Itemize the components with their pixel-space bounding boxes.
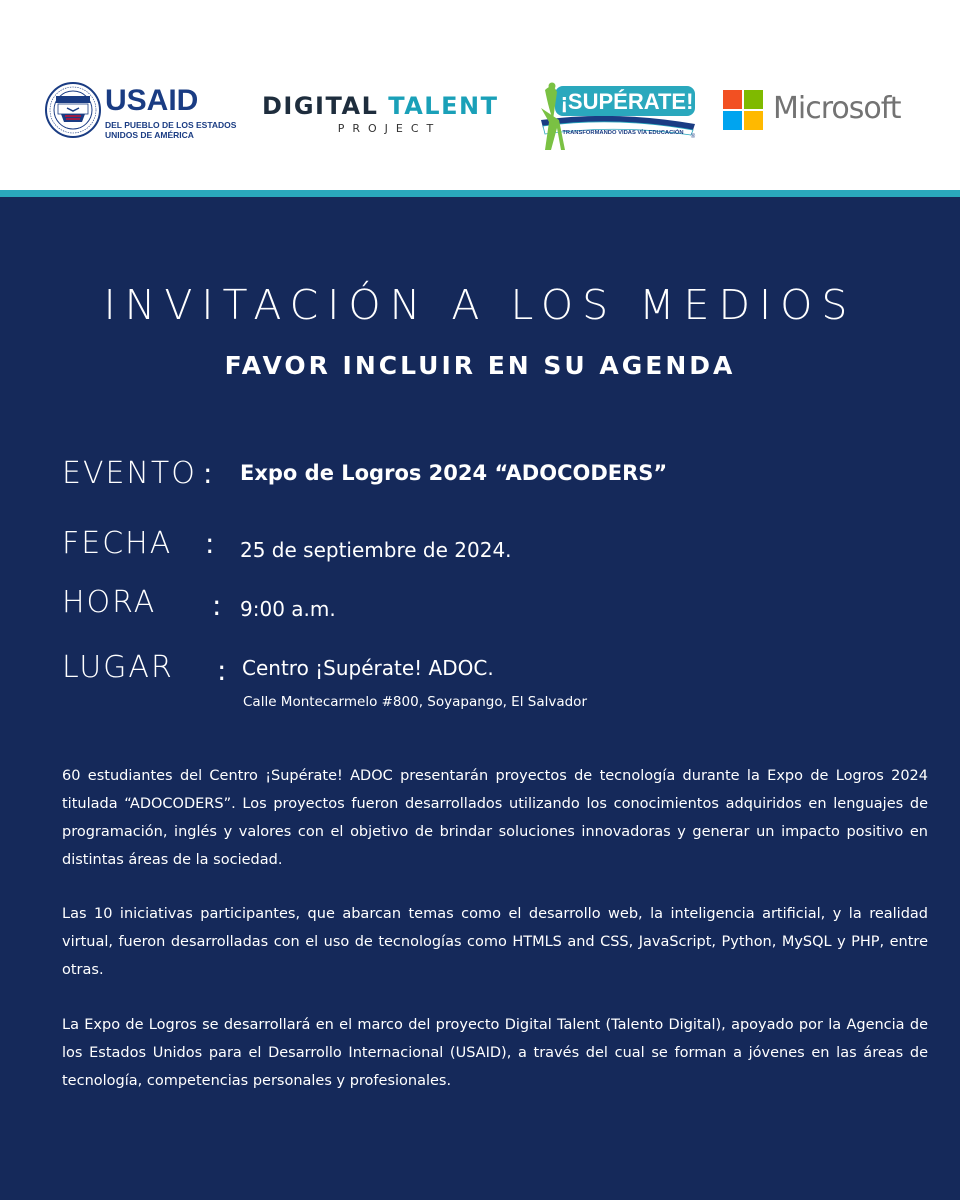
project-word: PROJECT bbox=[337, 122, 442, 135]
superate-wordmark: ¡SUPÉRATE! bbox=[560, 89, 694, 114]
body-paragraph-2: Las 10 iniciativas participantes, que abarcan temas como el desarrollo web, la inteligencia artificial, y la realidad virtual, fueron desarrolladas con el uso de tecnologías como HTMLS and CSS, JavaScript, Python, MySQL y PHP, entre otras. bbox=[62, 906, 928, 978]
digital-talent-logo bbox=[262, 92, 532, 142]
usaid-seal-icon bbox=[45, 82, 101, 138]
ms-square-yellow bbox=[744, 111, 763, 130]
fecha-value: 25 de septiembre de 2024. bbox=[240, 538, 512, 562]
evento-value: Expo de Logros 2024 “ADOCODERS” bbox=[240, 461, 668, 485]
body-paragraph-1: 60 estudiantes del Centro ¡Supérate! ADOC presentarán proyectos de tecnología durante la Expo de Logros 2024 titulada “ADOCODERS”. Los proyectos fueron desarrollados utilizando los conocimientos adquiridos en lenguajes de programación, inglés y valores con el objetivo de brindar soluciones innovadoras y generar un impacto positivo en distintas áreas de la sociedad. bbox=[62, 768, 928, 868]
evento-colon: : bbox=[203, 457, 213, 490]
microsoft-logo bbox=[723, 89, 923, 133]
digital-talent-wordmark bbox=[262, 92, 532, 120]
fecha-colon: : bbox=[205, 527, 215, 560]
superate-tagline: TRANSFORMANDO VIDAS VÍA EDUCACIÓN bbox=[562, 130, 684, 136]
superate-registered: ® bbox=[690, 134, 696, 140]
ms-square-blue bbox=[723, 111, 742, 130]
microsoft-wordmark: Microsoft bbox=[773, 91, 901, 126]
usaid-logo bbox=[45, 82, 235, 142]
usaid-subtitle: DEL PUEBLO DE LOS ESTADOS UNIDOS DE AMÉRICA bbox=[105, 120, 237, 140]
body-paragraph-3: La Expo de Logros se desarrollará en el marco del proyecto Digital Talent (Talento Digital), apoyado por la Agencia de los Estados Unidos para el Desarrollo Internacional (USAID), a través del cual se forman a jóvenes en las áreas de tecnología, competencias personales y profesionales. bbox=[62, 1017, 928, 1089]
page-title: INVITACIÓN A LOS MEDIOS bbox=[103, 281, 857, 329]
fecha-label: FECHA bbox=[62, 526, 173, 561]
evento-label: EVENTO bbox=[62, 456, 197, 491]
page-subtitle: FAVOR INCLUIR EN SU AGENDA bbox=[224, 351, 736, 380]
digital-word: DIGITAL bbox=[262, 92, 379, 120]
ms-square-red bbox=[723, 90, 742, 109]
teal-divider bbox=[0, 190, 960, 197]
lugar-value: Centro ¡Supérate! ADOC. bbox=[242, 656, 494, 680]
lugar-colon: : bbox=[217, 654, 227, 687]
lugar-label: LUGAR bbox=[62, 650, 174, 685]
hora-value: 9:00 a.m. bbox=[240, 597, 336, 621]
talent-word: TALENT bbox=[388, 92, 499, 120]
logo-header bbox=[0, 0, 960, 190]
hora-label: HORA bbox=[62, 585, 157, 620]
ms-square-green bbox=[744, 90, 763, 109]
superate-logo bbox=[535, 80, 700, 155]
usaid-wordmark: USAID bbox=[105, 84, 199, 117]
hora-colon: : bbox=[212, 589, 222, 622]
microsoft-grid-icon bbox=[723, 90, 763, 130]
lugar-address: Calle Montecarmelo #800, Soyapango, El Salvador bbox=[243, 694, 587, 710]
